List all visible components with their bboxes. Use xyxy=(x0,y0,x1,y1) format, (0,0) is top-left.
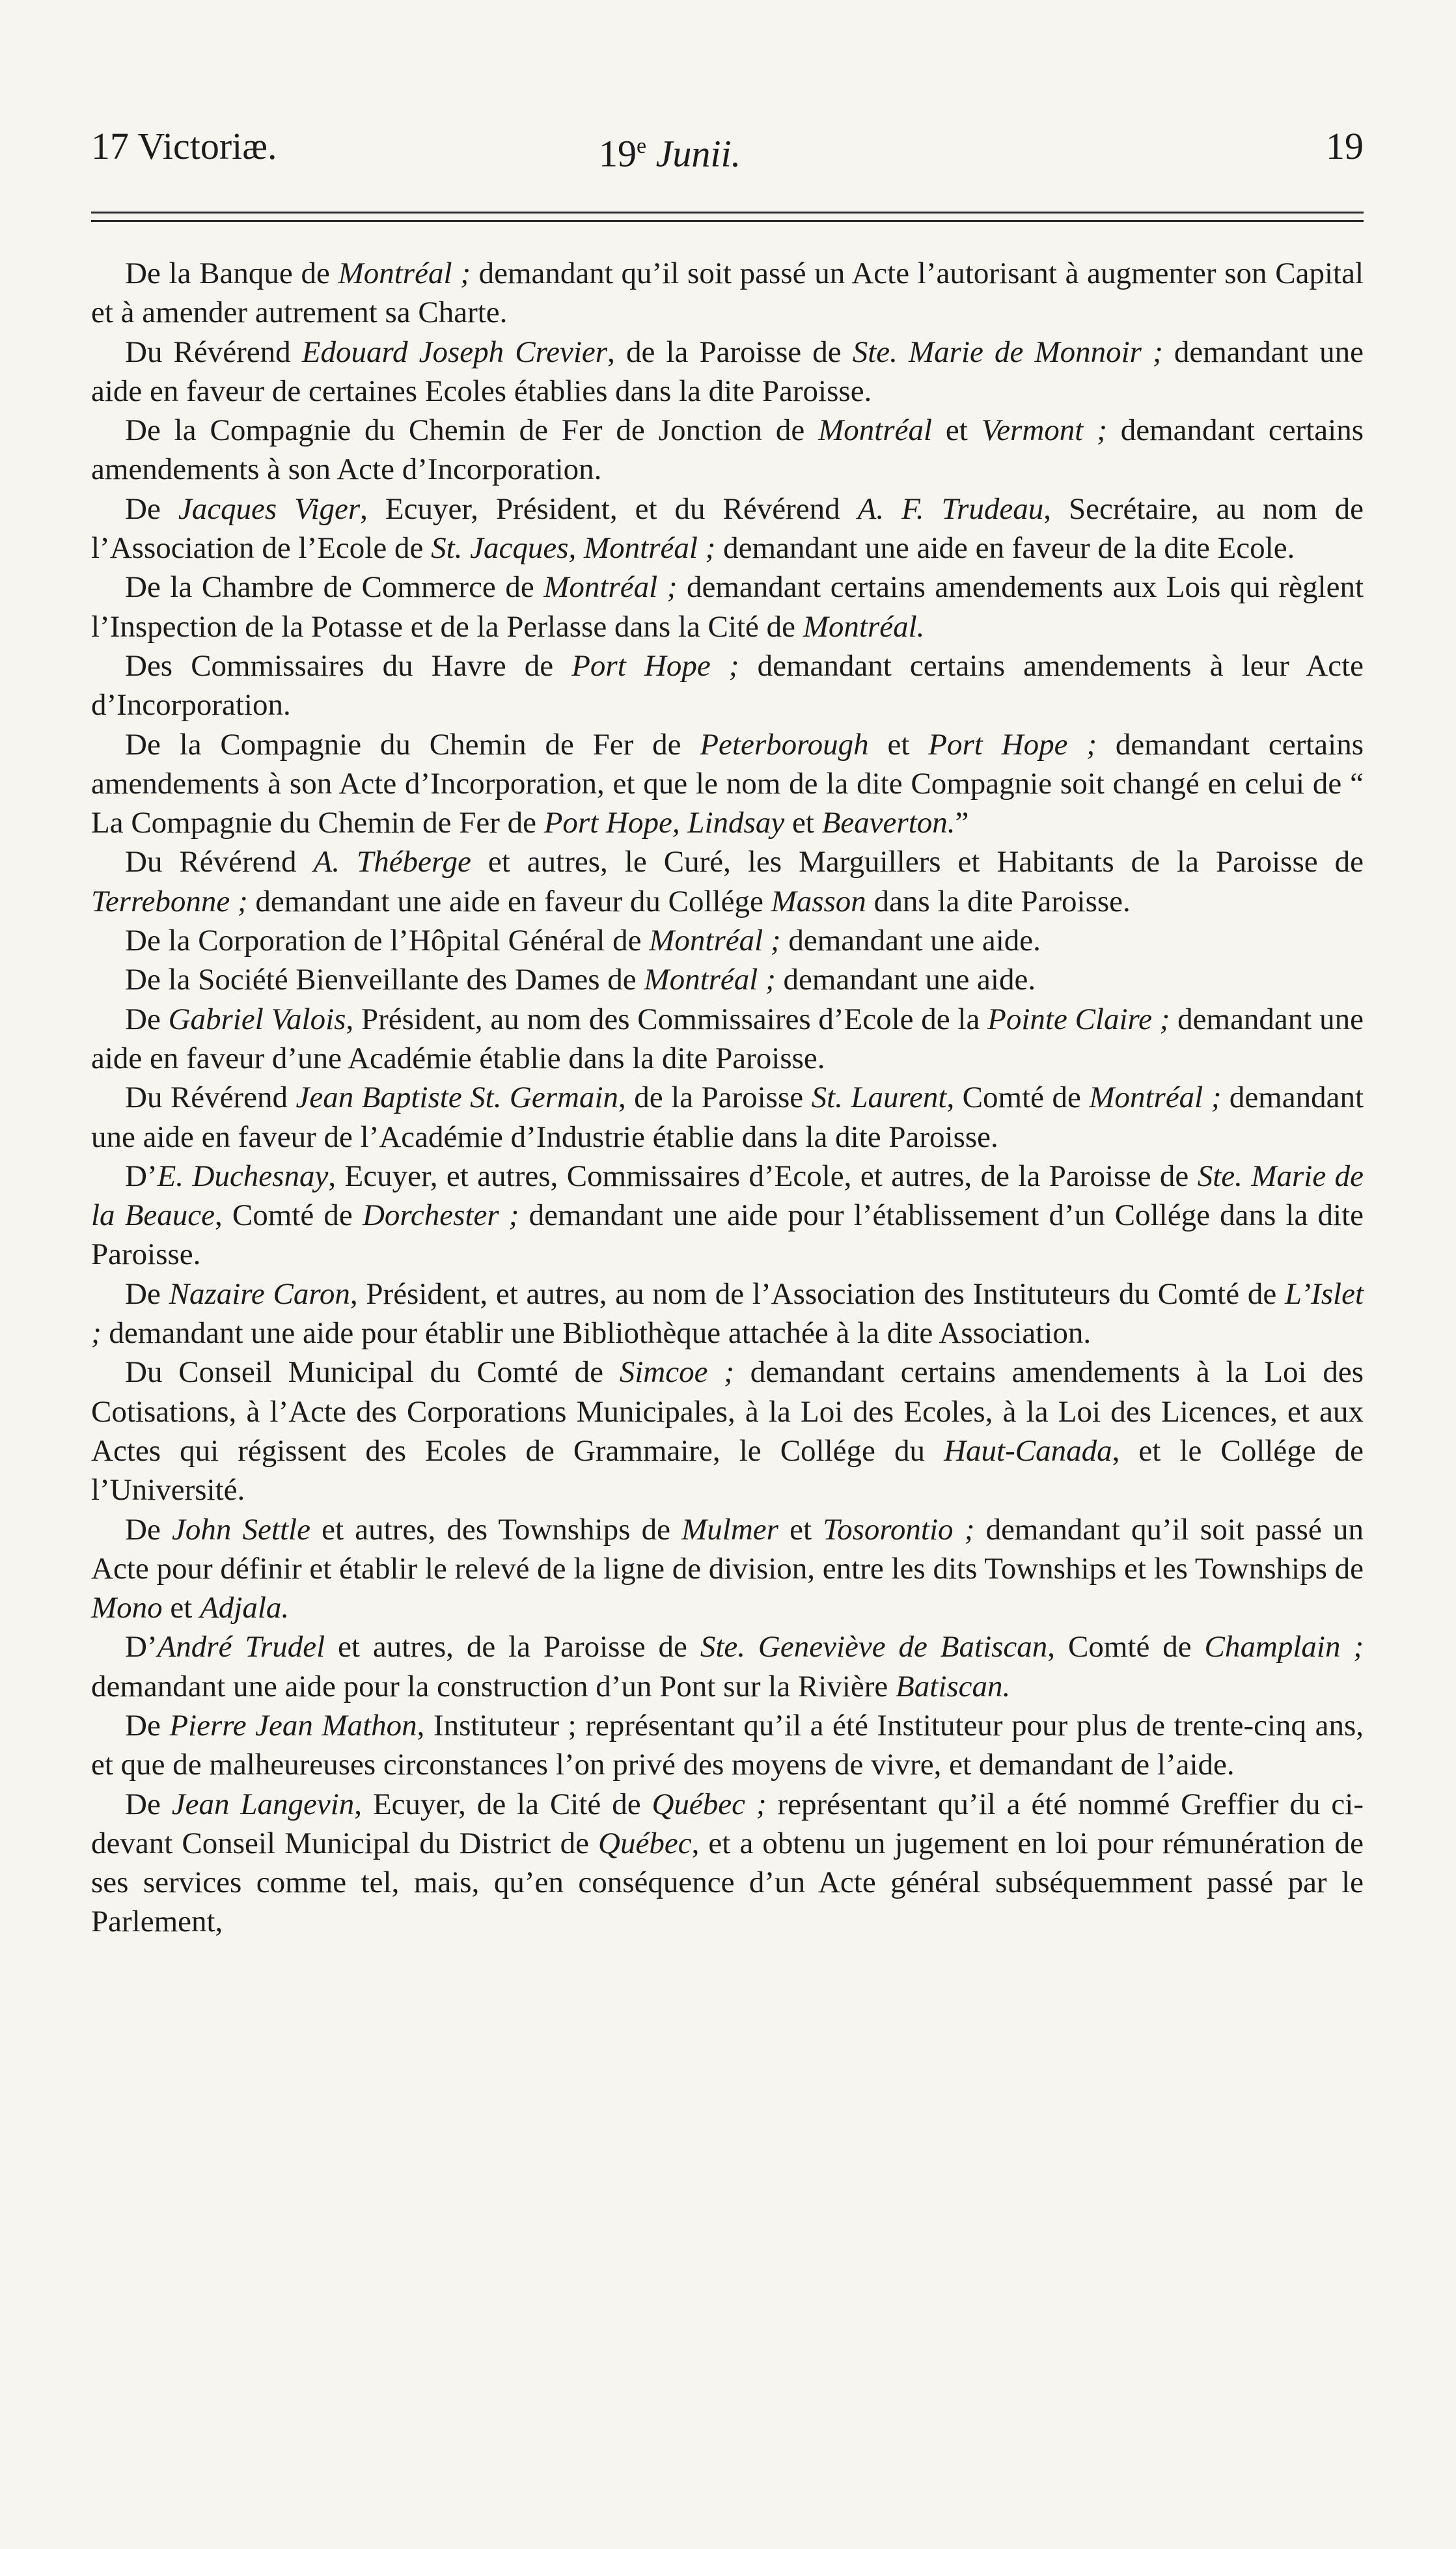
paragraph-text: , Comté de xyxy=(946,1081,1090,1115)
paragraph-text: De xyxy=(125,1708,170,1743)
paragraph-text: demandant une aide pour l’établissement d’un Collége dans la dite Paroisse. xyxy=(91,1198,1364,1272)
header-rule-top xyxy=(91,212,1364,214)
paragraph-text: et xyxy=(778,1512,823,1547)
paragraph-text: De xyxy=(125,1512,172,1547)
paragraph-text: , et le Collége de l’Université. xyxy=(91,1433,1364,1508)
petition-paragraph xyxy=(91,1510,1364,1628)
page-number: 19 xyxy=(1326,125,1364,167)
petition-paragraph xyxy=(91,411,1364,489)
paragraph-text: , Ecuyer, de la Cité de xyxy=(354,1787,652,1821)
italic-name: St. Jacques, Montréal ; xyxy=(431,531,716,566)
paragraph-text: Des Commissaires du Havre de xyxy=(125,648,572,683)
paragraph-text: , de la Paroisse xyxy=(618,1081,812,1115)
header-ordinal: e xyxy=(637,134,647,158)
paragraph-text: et xyxy=(784,806,822,840)
header-rule-bottom xyxy=(91,220,1364,222)
italic-name: A. Théberge xyxy=(313,845,471,879)
italic-name: A. F. Trudeau xyxy=(857,491,1044,526)
italic-name: Montréal ; xyxy=(338,256,471,290)
header-regnal-year: 17 Victoriæ. xyxy=(91,125,277,167)
italic-name: St. Laurent xyxy=(811,1081,947,1115)
petition-paragraph xyxy=(91,1000,1364,1079)
paragraph-text: demandant une aide en faveur de la dite Ecole. xyxy=(715,531,1295,566)
italic-name: Québec xyxy=(598,1826,692,1860)
petition-paragraph xyxy=(91,568,1364,646)
italic-name: Mulmer xyxy=(681,1512,778,1547)
paragraph-text: , Ecuyer, Président, et du Révérend xyxy=(360,491,858,526)
italic-name: Québec ; xyxy=(652,1787,767,1821)
italic-name: Montréal ; xyxy=(644,963,776,997)
paragraph-text: ” xyxy=(955,806,969,840)
paragraph-text: demandant une aide pour la construction d’un Pont sur la Rivière xyxy=(91,1669,896,1703)
italic-name: Champlain ; xyxy=(1204,1630,1364,1664)
italic-name: Simcoe ; xyxy=(619,1355,734,1390)
paragraph-text: Du Révérend xyxy=(125,335,302,369)
italic-name: Montréal xyxy=(818,413,932,448)
italic-name: Ste. Marie de la Beauce xyxy=(91,1159,1364,1233)
running-header xyxy=(91,120,1364,175)
italic-name: Montréal. xyxy=(803,609,925,644)
paragraph-text: , Président, au nom des Commissaires d’Ecole de la xyxy=(346,1002,988,1036)
paragraph-text: demandant certains amendements à la Loi des Cotisations, à l’Acte des Corporations Municipales, à la Loi des Ecoles, à la Loi des Licences, et aux Actes qui régissent des Ecoles de Grammaire, le Collége du xyxy=(91,1355,1364,1468)
italic-name: Montréal ; xyxy=(649,924,781,958)
paragraph-text: et xyxy=(932,413,982,448)
petition-paragraph xyxy=(91,842,1364,921)
paragraph-text: demandant une aide en faveur de certaines Ecoles établies dans la dite Paroisse. xyxy=(91,335,1364,408)
header-month: Junii. xyxy=(655,132,741,175)
italic-name: Montréal ; xyxy=(543,570,678,605)
italic-name: Montréal ; xyxy=(1089,1081,1222,1115)
italic-name: Gabriel Valois xyxy=(168,1002,346,1036)
italic-name: Port Hope ; xyxy=(928,727,1097,762)
italic-name: Batiscan. xyxy=(896,1669,1011,1703)
petition-paragraph xyxy=(91,646,1364,725)
paragraph-text: demandant certains amendements à son Acte d’Incorporation. xyxy=(91,413,1364,487)
italic-name: Dorchester ; xyxy=(362,1198,519,1233)
petition-paragraph xyxy=(91,1627,1364,1706)
italic-name: Port Hope ; xyxy=(571,648,739,683)
petition-paragraph xyxy=(91,489,1364,568)
paragraph-text: Du Conseil Municipal du Comté de xyxy=(125,1355,620,1390)
italic-name: Jean Langevin xyxy=(171,1787,355,1821)
paragraph-text: et autres, de la Paroisse de xyxy=(325,1630,700,1664)
petition-paragraph xyxy=(91,725,1364,843)
paragraph-text: demandant certains amendements à leur Acte d’Incorporation. xyxy=(91,648,1364,723)
italic-name: John Settle xyxy=(172,1512,310,1547)
header-date xyxy=(599,120,741,180)
petition-paragraph xyxy=(91,254,1364,333)
paragraph-text: demandant certains amendements à son Acte d’Incorporation, et que le nom de la dite Compagnie soit changé en celui de “ La Compagnie du Chemin de Fer de xyxy=(91,727,1364,840)
paragraph-text: demandant certains amendements aux Lois qui règlent l’Inspection de la Potasse et de la Perlasse dans la Cité de xyxy=(91,570,1364,644)
italic-name: Peterborough xyxy=(700,727,869,762)
paragraph-text: demandant une aide pour établir une Bibliothèque attachée à la dite Association. xyxy=(101,1316,1092,1351)
italic-name: L’Islet ; xyxy=(91,1276,1364,1351)
paragraph-text: De xyxy=(125,1002,169,1036)
paragraph-text: De la Chambre de Commerce de xyxy=(125,570,544,605)
petition-paragraph xyxy=(91,1353,1364,1509)
italic-name: Port Hope, Lindsay xyxy=(543,806,785,840)
paragraph-text: , de la Paroisse de xyxy=(607,335,853,369)
paragraph-text: De la Corporation de l’Hôpital Général de xyxy=(125,924,650,958)
petition-paragraph xyxy=(91,1706,1364,1785)
paragraph-text: De xyxy=(125,1276,169,1311)
italic-name: Mono xyxy=(91,1591,163,1625)
italic-name: Terrebonne ; xyxy=(91,884,248,918)
italic-name: Masson xyxy=(771,884,866,918)
header-day: 19 xyxy=(599,132,637,175)
petition-paragraph xyxy=(91,333,1364,411)
italic-name: Adjala. xyxy=(200,1591,290,1625)
paragraph-text: représentant qu’il a été nommé Greffier du ci-devant Conseil Municipal du District de xyxy=(91,1787,1364,1860)
paragraph-text: demandant une aide en faveur de l’Académie d’Industrie établie dans la dite Paroisse. xyxy=(91,1081,1364,1154)
italic-name: Haut-Canada xyxy=(944,1433,1112,1468)
paragraph-text: demandant qu’il soit passé un Acte l’autorisant à augmenter son Capital et à amender autrement sa Charte. xyxy=(91,256,1364,330)
paragraph-text: , Comté de xyxy=(1047,1630,1205,1664)
italic-name: Jacques Viger xyxy=(178,491,361,526)
paragraph-text: et autres, des Townships de xyxy=(310,1512,682,1547)
italic-name: Ste. Marie de Monnoir ; xyxy=(852,335,1163,369)
paragraph-text: demandant qu’il soit passé un Acte pour définir et établir le relevé de la ligne de division, entre les dits Townships et les Townships de xyxy=(91,1512,1364,1586)
petition-paragraph xyxy=(91,1785,1364,1942)
paragraph-text: De xyxy=(125,1787,172,1821)
italic-name: Beaverton. xyxy=(821,806,955,840)
paragraph-text: demandant une aide en faveur du Collége xyxy=(247,884,771,918)
petition-paragraph xyxy=(91,1274,1364,1353)
paragraph-text: et xyxy=(162,1591,200,1625)
paragraph-text: demandant une aide. xyxy=(775,963,1036,997)
paragraph-text: , et a obtenu un jugement en loi pour rémunération de ses services comme tel, mais, qu’en conséquence d’un Acte général subséquemment passé par le Parlement, xyxy=(91,1826,1364,1939)
paragraph-text: dans la dite Paroisse. xyxy=(866,884,1131,918)
paragraph-text: et autres, le Curé, les Marguillers et Habitants de la Paroisse de xyxy=(471,845,1364,879)
paragraph-text: De la Compagnie du Chemin de Fer de xyxy=(125,727,700,762)
italic-name: Edouard Joseph Crevier xyxy=(301,335,608,369)
italic-name: Nazaire Caron xyxy=(169,1276,350,1311)
italic-name: Tosorontio ; xyxy=(823,1512,975,1547)
italic-name: Jean Baptiste St. Germain xyxy=(295,1081,619,1115)
petition-paragraph xyxy=(91,1157,1364,1274)
paragraph-text: Du Révérend xyxy=(125,845,314,879)
paragraph-text: , Comté de xyxy=(215,1198,363,1233)
petition-paragraph xyxy=(91,960,1364,999)
paragraph-text: De xyxy=(125,491,178,526)
paragraph-text: De la Société Bienveillante des Dames de xyxy=(125,963,644,997)
italic-name: Pointe Claire ; xyxy=(987,1002,1170,1036)
paragraph-text: Du Révérend xyxy=(125,1081,296,1115)
petition-paragraph xyxy=(91,921,1364,960)
paragraph-text: , Instituteur ; représentant qu’il a été Instituteur pour plus de trente-cinq ans, et que de malheureuses circonstances l’on privé des moyens de vivre, et demandant de l’aide. xyxy=(91,1708,1364,1782)
italic-name: André Trudel xyxy=(157,1630,325,1664)
paragraph-text: demandant une aide en faveur d’une Académie établie dans la dite Paroisse. xyxy=(91,1002,1364,1075)
paragraph-text: D’ xyxy=(125,1630,158,1664)
paragraph-text: , Secrétaire, au nom de l’Association de l’Ecole de xyxy=(91,491,1364,566)
paragraph-text: , Président, et autres, au nom de l’Association des Instituteurs du Comté de xyxy=(350,1276,1285,1311)
paragraph-text: De la Banque de xyxy=(125,256,338,290)
petition-paragraph xyxy=(91,1078,1364,1157)
paragraph-text: et xyxy=(868,727,929,762)
document-body xyxy=(91,254,1364,1942)
paragraph-text: D’ xyxy=(125,1159,158,1193)
paragraph-text: , Ecuyer, et autres, Commissaires d’Ecole, et autres, de la Paroisse de xyxy=(328,1159,1198,1193)
italic-name: Pierre Jean Mathon xyxy=(169,1708,417,1743)
paragraph-text: demandant une aide. xyxy=(780,924,1041,958)
italic-name: E. Duchesnay xyxy=(157,1159,329,1193)
italic-name: Vermont ; xyxy=(981,413,1107,448)
italic-name: Ste. Geneviève de Batiscan xyxy=(700,1630,1048,1664)
paragraph-text: De la Compagnie du Chemin de Fer de Jonction de xyxy=(125,413,819,448)
